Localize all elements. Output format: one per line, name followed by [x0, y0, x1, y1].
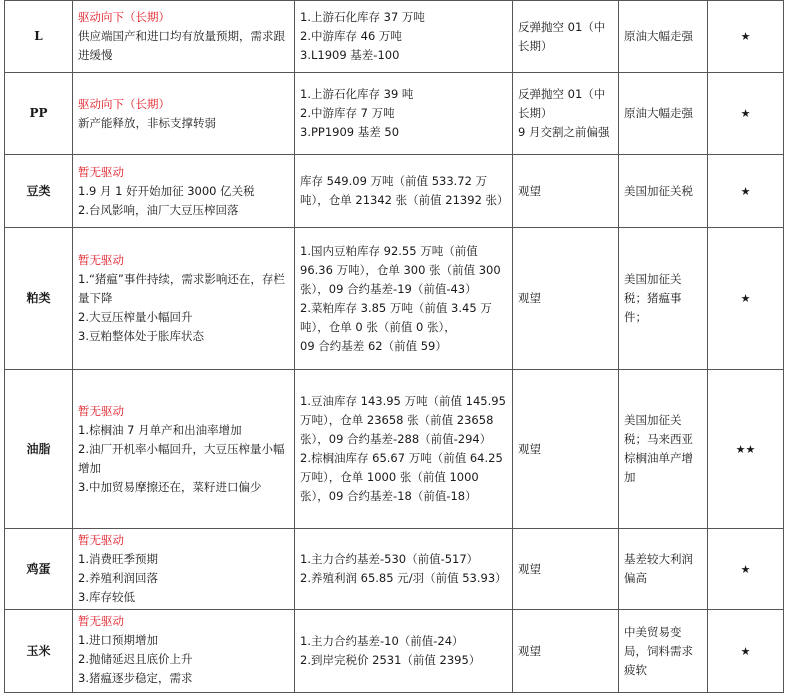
data-line: 2.到岸完税价 2531（前值 2395） — [300, 653, 481, 667]
reason-line: 1.棕榈油 7 月单产和出油率增加 — [78, 422, 242, 437]
commodity-name: 油脂 — [5, 370, 73, 529]
rating-stars: ★ — [708, 73, 784, 155]
risk-cell: 中美贸易变局，饲料需求疲软 — [619, 610, 708, 693]
reason-line: 新产能释放，非标支撑转弱 — [78, 115, 216, 130]
data-cell — [295, 228, 513, 370]
rating-stars: ★ — [708, 529, 784, 610]
rating-stars: ★ — [708, 1, 784, 73]
strategy-cell: 观望 — [513, 610, 619, 693]
data-line: 2.养殖利润 65.85 元/羽（前值 53.93） — [300, 571, 507, 585]
driver-cell — [73, 610, 295, 693]
data-line: 1.豆油库存 143.95 万吨（前值 145.95 万吨），仓单 23658 张（前值 23658 张），09 合约基差-288（前值-294） — [300, 394, 506, 446]
strategy-cell: 观望 — [513, 529, 619, 610]
risk-cell: 美国加征关税 — [619, 155, 708, 228]
data-line: 1.主力合约基差-10（前值-24） — [300, 634, 464, 648]
commodity-name: PP — [5, 73, 73, 155]
data-line: 2.中游库存 7 万吨 — [300, 106, 395, 120]
rating-stars: ★ — [708, 610, 784, 693]
reason-line: 3.猪瘟逐步稳定，需求 — [78, 671, 193, 685]
driver-cell — [73, 155, 295, 228]
table-row — [5, 1, 784, 73]
reason-line: 供应端国产和进口均有放量预期，需求跟进缓慢 — [78, 29, 285, 62]
strategy-cell: 观望 — [513, 155, 619, 228]
reason-line: 2.油厂开机率小幅回升，大豆压榨量小幅增加 — [78, 441, 285, 475]
driver-cell — [73, 370, 295, 529]
data-cell — [295, 610, 513, 693]
data-cell — [295, 155, 513, 228]
driver-label: 暂无驱动 — [78, 164, 124, 179]
strategy-cell: 反弹抛空 01（中长期） 9 月交割之前偏强 — [513, 73, 619, 155]
risk-cell: 美国加征关税；马来西亚棕榈油单产增加 — [619, 370, 708, 529]
table-row — [5, 155, 784, 228]
driver-cell — [73, 529, 295, 610]
data-line: 2.菜粕库存 3.85 万吨（前值 3.45 万吨），仓单 0 张（前值 0 张）， — [300, 300, 492, 334]
reason-line: 3.库存较低 — [78, 590, 135, 604]
data-cell — [295, 1, 513, 73]
reason-line: 1.消费旺季预期 — [78, 552, 158, 566]
commodity-name: L — [5, 1, 73, 73]
driver-label: 暂无驱动 — [78, 614, 124, 628]
table-row — [5, 228, 784, 370]
reason-line: 3.豆粕整体处于胀库状态 — [78, 329, 204, 343]
rating-stars: ★ — [708, 155, 784, 228]
data-cell — [295, 529, 513, 610]
commodity-name: 豆类 — [5, 155, 73, 228]
commodity-name: 鸡蛋 — [5, 529, 73, 610]
data-line: 张），09 合约基差-19（前值-43） — [300, 281, 477, 296]
risk-cell: 美国加征关税；猪瘟事件； — [619, 228, 708, 370]
reason-line: 2.大豆压榨量小幅回升 — [78, 310, 193, 324]
driver-label: 暂无驱动 — [78, 253, 124, 267]
rating-stars: ★★ — [708, 370, 784, 529]
rating-stars: ★ — [708, 228, 784, 370]
driver-label: 暂无驱动 — [78, 533, 124, 547]
data-line: 1.上游石化库存 39 吨 — [300, 87, 414, 101]
reason-line: 1.9 月 1 好开始加征 3000 亿关税 — [78, 183, 255, 198]
driver-cell — [73, 73, 295, 155]
risk-cell: 基差较大利润偏高 — [619, 529, 708, 610]
data-line: 3.PP1909 基差 50 — [300, 125, 400, 139]
data-line: 2.中游库存 46 万吨 — [300, 29, 402, 43]
table-row — [5, 370, 784, 529]
strategy-cell: 反弹抛空 01（中长期） — [513, 1, 619, 73]
reason-line: 2.养殖利润回落 — [78, 571, 158, 585]
data-cell — [295, 73, 513, 155]
driver-label: 驱动向下（长期） — [78, 10, 170, 24]
driver-label: 驱动向下（长期） — [78, 96, 170, 111]
reason-line: 1.进口预期增加 — [78, 633, 158, 647]
reason-line: 3.中加贸易摩擦还在，菜籽进口偏少 — [78, 479, 262, 494]
reason-line: 2.抛储延迟且底价上升 — [78, 652, 193, 666]
strategy-cell: 观望 — [513, 370, 619, 529]
driver-cell — [73, 1, 295, 73]
data-line: 09 合约基差 62（前值 59） — [300, 338, 447, 353]
driver-cell — [73, 228, 295, 370]
table-row — [5, 529, 784, 610]
table-row — [5, 73, 784, 155]
data-line: 1.国内豆粕库存 92.55 万吨（前值 96.36 万吨），仓单 300 张（前值 300 — [300, 243, 501, 277]
data-cell — [295, 370, 513, 529]
commodity-strategy-table — [4, 0, 784, 693]
data-line: 1.主力合约基差-530（前值-517） — [300, 552, 479, 566]
reason-line: 2.台风影响，油厂大豆压榨回落 — [78, 202, 239, 217]
commodity-name: 玉米 — [5, 610, 73, 693]
data-line: 库存 549.09 万吨（前值 533.72 万吨），仓单 21342 张（前值 21392 张） — [300, 174, 509, 207]
data-line: 2.棕榈油库存 65.67 万吨（前值 64.25 万吨），仓单 1000 张（前值 1000 张），09 合约基差-18（前值-18） — [300, 451, 503, 503]
reason-line: 1.“猪瘟”事件持续，需求影响还在，存栏量下降 — [78, 272, 285, 305]
risk-cell: 原油大幅走强 — [619, 73, 708, 155]
data-line: 1.上游石化库存 37 万吨 — [300, 10, 425, 24]
data-line: 3.L1909 基差-100 — [300, 48, 400, 62]
table-row — [5, 610, 784, 693]
driver-label: 暂无驱动 — [78, 403, 124, 418]
commodity-name: 粕类 — [5, 228, 73, 370]
strategy-cell: 观望 — [513, 228, 619, 370]
risk-cell: 原油大幅走强 — [619, 1, 708, 73]
